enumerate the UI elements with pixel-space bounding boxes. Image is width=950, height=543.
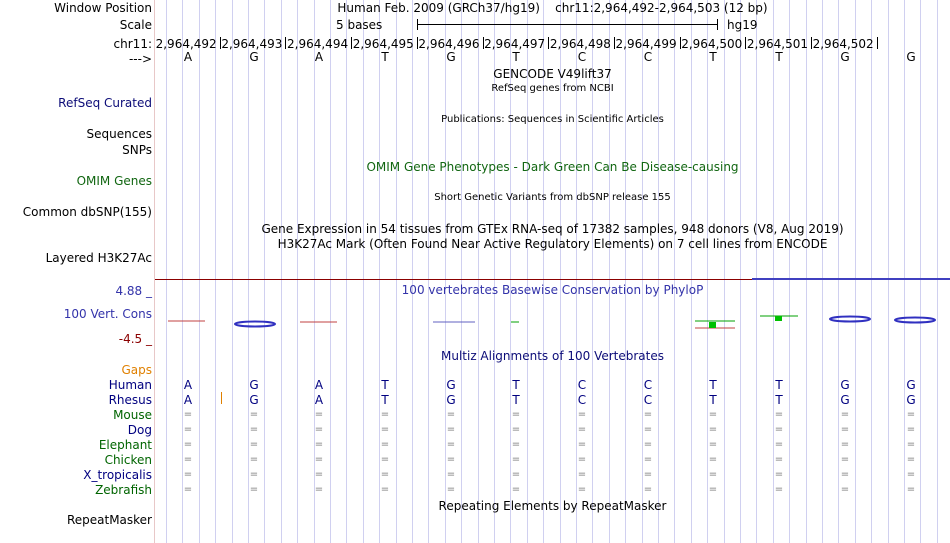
omim-track-title[interactable]: OMIM Gene Phenotypes - Dark Green Can Be Disease-causing: [366, 160, 739, 174]
gencode-track-title[interactable]: GENCODE V49lift37: [493, 67, 612, 81]
rhesus-base: C: [577, 393, 587, 407]
phylop-max-label: 4.88 _: [115, 284, 152, 298]
rhesus-base: G: [840, 393, 850, 407]
window-position-label: Window Position: [54, 1, 152, 15]
base-letter: T: [709, 50, 717, 64]
identity-mark: =: [249, 424, 259, 435]
identity-mark: =: [511, 439, 521, 450]
phylop-track-title[interactable]: 100 vertebrates Basewise Conservation by PhyloP: [401, 283, 704, 297]
identity-mark: =: [183, 409, 193, 420]
identity-mark: =: [840, 439, 850, 450]
window-position-value[interactable]: Human Feb. 2009 (GRCh37/hg19) chr11:2,964,492-2,964,503 (12 bp): [337, 1, 768, 15]
rhesus-base: T: [381, 393, 389, 407]
identity-mark: =: [446, 424, 456, 435]
phylop-bar-2: [235, 322, 275, 327]
identity-mark: =: [643, 424, 653, 435]
scale-bases-text: 5 bases: [336, 18, 383, 32]
identity-mark: =: [380, 484, 390, 495]
layered-h3k27ac-label[interactable]: Layered H3K27Ac: [45, 251, 152, 265]
identity-mark: =: [577, 409, 587, 420]
coordinate-label: 2,964,502: [812, 37, 874, 51]
strand-label: --->: [128, 52, 152, 66]
identity-mark: =: [511, 484, 521, 495]
human-base: G: [446, 378, 456, 392]
identity-mark: =: [774, 454, 784, 465]
identity-mark: =: [906, 439, 916, 450]
identity-mark: =: [249, 469, 259, 480]
identity-mark: =: [446, 409, 456, 420]
phylop-bar-9: [895, 318, 935, 323]
species-label-zebrafish[interactable]: Zebrafish: [95, 483, 152, 497]
species-label-rhesus[interactable]: Rhesus: [108, 393, 152, 407]
identity-mark: =: [511, 469, 521, 480]
phylop-bar-8: [830, 317, 870, 322]
identity-mark: =: [314, 424, 324, 435]
identity-mark: =: [577, 469, 587, 480]
identity-mark: =: [840, 454, 850, 465]
coordinate-label: 2,964,492: [155, 37, 217, 51]
human-base: T: [381, 378, 389, 392]
identity-mark: =: [906, 454, 916, 465]
rhesus-base: G: [249, 393, 259, 407]
common-dbsnp-label[interactable]: Common dbSNP(155): [22, 205, 152, 219]
dbsnp-track-title[interactable]: Short Genetic Variants from dbSNP release 155: [434, 192, 671, 203]
identity-mark: =: [314, 484, 324, 495]
identity-mark: =: [314, 409, 324, 420]
base-letter: T: [512, 50, 520, 64]
coordinate-label: 2,964,497: [484, 37, 546, 51]
base-letter: T: [381, 50, 389, 64]
coordinate-label: 2,964,496: [418, 37, 480, 51]
identity-mark: =: [643, 454, 653, 465]
refseq-track-subtitle: RefSeq genes from NCBI: [491, 83, 614, 94]
identity-mark: =: [249, 454, 259, 465]
rhesus-base: T: [709, 393, 717, 407]
identity-mark: =: [314, 469, 324, 480]
base-letter: G: [840, 50, 850, 64]
identity-mark: =: [380, 469, 390, 480]
snps-label[interactable]: SNPs: [122, 143, 152, 157]
identity-mark: =: [380, 454, 390, 465]
identity-mark: =: [249, 484, 259, 495]
identity-mark: =: [840, 484, 850, 495]
species-label-mouse[interactable]: Mouse: [113, 408, 152, 422]
identity-mark: =: [708, 484, 718, 495]
human-base: A: [314, 378, 324, 392]
identity-mark: =: [511, 424, 521, 435]
phylop-bar-7: [775, 316, 782, 321]
identity-mark: =: [708, 454, 718, 465]
rhesus-base: A: [314, 393, 324, 407]
coordinate-label: 2,964,500: [681, 37, 743, 51]
identity-mark: =: [380, 424, 390, 435]
rhesus-insertion-mark: [221, 392, 222, 404]
identity-mark: =: [183, 454, 193, 465]
base-letter: G: [906, 50, 916, 64]
scale-label: Scale: [119, 18, 152, 32]
human-base: T: [775, 378, 783, 392]
human-base: G: [840, 378, 850, 392]
identity-mark: =: [708, 424, 718, 435]
rhesus-base: G: [906, 393, 916, 407]
multiz-track-title[interactable]: Multiz Alignments of 100 Vertebrates: [440, 349, 665, 363]
identity-mark: =: [906, 424, 916, 435]
identity-mark: =: [249, 439, 259, 450]
identity-mark: =: [643, 409, 653, 420]
rhesus-base: T: [512, 393, 520, 407]
identity-mark: =: [774, 469, 784, 480]
identity-mark: =: [511, 409, 521, 420]
identity-mark: =: [577, 484, 587, 495]
h3k27-track-title[interactable]: H3K27Ac Mark (Often Found Near Active Regulatory Elements) on 7 cell lines from ENCODE: [277, 237, 828, 251]
gaps-label[interactable]: Gaps: [121, 363, 152, 377]
human-base: A: [183, 378, 193, 392]
human-base: T: [709, 378, 717, 392]
identity-mark: =: [774, 409, 784, 420]
identity-mark: =: [774, 484, 784, 495]
identity-mark: =: [314, 454, 324, 465]
identity-mark: =: [708, 469, 718, 480]
identity-mark: =: [840, 409, 850, 420]
identity-mark: =: [446, 439, 456, 450]
identity-mark: =: [643, 439, 653, 450]
coordinate-label: 2,964,498: [549, 37, 611, 51]
publications-track-title[interactable]: Publications: Sequences in Scientific Articles: [441, 114, 664, 125]
phylop-min-label: -4.5 _: [118, 332, 152, 346]
base-letter: A: [183, 50, 193, 64]
scale-assembly: hg19: [727, 18, 758, 32]
identity-mark: =: [774, 424, 784, 435]
refseq-curated-label[interactable]: RefSeq Curated: [58, 96, 152, 110]
identity-mark: =: [906, 409, 916, 420]
phylop-bar-6: [709, 322, 716, 328]
rhesus-base: G: [446, 393, 456, 407]
identity-mark: =: [840, 424, 850, 435]
coordinate-label: 2,964,499: [615, 37, 677, 51]
human-base: G: [906, 378, 916, 392]
identity-mark: =: [906, 484, 916, 495]
base-letter: A: [314, 50, 324, 64]
identity-mark: =: [643, 484, 653, 495]
base-letter: G: [249, 50, 259, 64]
identity-mark: =: [183, 439, 193, 450]
coordinate-label: 2,964,501: [746, 37, 808, 51]
identity-mark: =: [183, 469, 193, 480]
species-label-elephant[interactable]: Elephant: [98, 438, 152, 452]
identity-mark: =: [183, 424, 193, 435]
identity-mark: =: [511, 454, 521, 465]
species-label-dog[interactable]: Dog: [127, 423, 152, 437]
identity-mark: =: [577, 439, 587, 450]
chrom-label: chr11:: [113, 37, 152, 51]
coordinate-label: 2,964,493: [221, 37, 283, 51]
identity-mark: =: [577, 424, 587, 435]
human-base: G: [249, 378, 259, 392]
identity-mark: =: [446, 469, 456, 480]
identity-mark: =: [708, 439, 718, 450]
identity-mark: =: [840, 469, 850, 480]
identity-mark: =: [380, 439, 390, 450]
omim-genes-label[interactable]: OMIM Genes: [76, 174, 152, 188]
human-base: T: [512, 378, 520, 392]
sequences-label[interactable]: Sequences: [86, 127, 152, 141]
identity-mark: =: [708, 409, 718, 420]
repeatmasker-track-title[interactable]: Repeating Elements by RepeatMasker: [438, 499, 667, 513]
vert-cons-label[interactable]: 100 Vert. Cons: [63, 307, 152, 321]
coordinate-label: 2,964,495: [352, 37, 414, 51]
rhesus-base: T: [775, 393, 783, 407]
rhesus-base: C: [643, 393, 653, 407]
identity-mark: =: [774, 439, 784, 450]
identity-mark: =: [577, 454, 587, 465]
identity-mark: =: [643, 469, 653, 480]
coordinate-label: 2,964,494: [287, 37, 349, 51]
repeatmasker-label[interactable]: RepeatMasker: [66, 513, 152, 527]
identity-mark: =: [183, 484, 193, 495]
human-base: C: [577, 378, 587, 392]
base-letter: G: [446, 50, 456, 64]
base-letter: C: [643, 50, 653, 64]
rhesus-base: A: [183, 393, 193, 407]
species-label-chicken[interactable]: Chicken: [104, 453, 152, 467]
gtex-track-title[interactable]: Gene Expression in 54 tissues from GTEx RNA-seq of 17382 samples, 948 donors (V8, Aug 2019): [261, 222, 844, 236]
identity-mark: =: [249, 409, 259, 420]
identity-mark: =: [446, 484, 456, 495]
human-base: C: [643, 378, 653, 392]
base-letter: T: [775, 50, 783, 64]
identity-mark: =: [446, 454, 456, 465]
identity-mark: =: [380, 409, 390, 420]
identity-mark: =: [906, 469, 916, 480]
species-label-human[interactable]: Human: [108, 378, 152, 392]
identity-mark: =: [314, 439, 324, 450]
species-label-x_tropicalis[interactable]: X_tropicalis: [83, 468, 152, 482]
base-letter: C: [577, 50, 587, 64]
